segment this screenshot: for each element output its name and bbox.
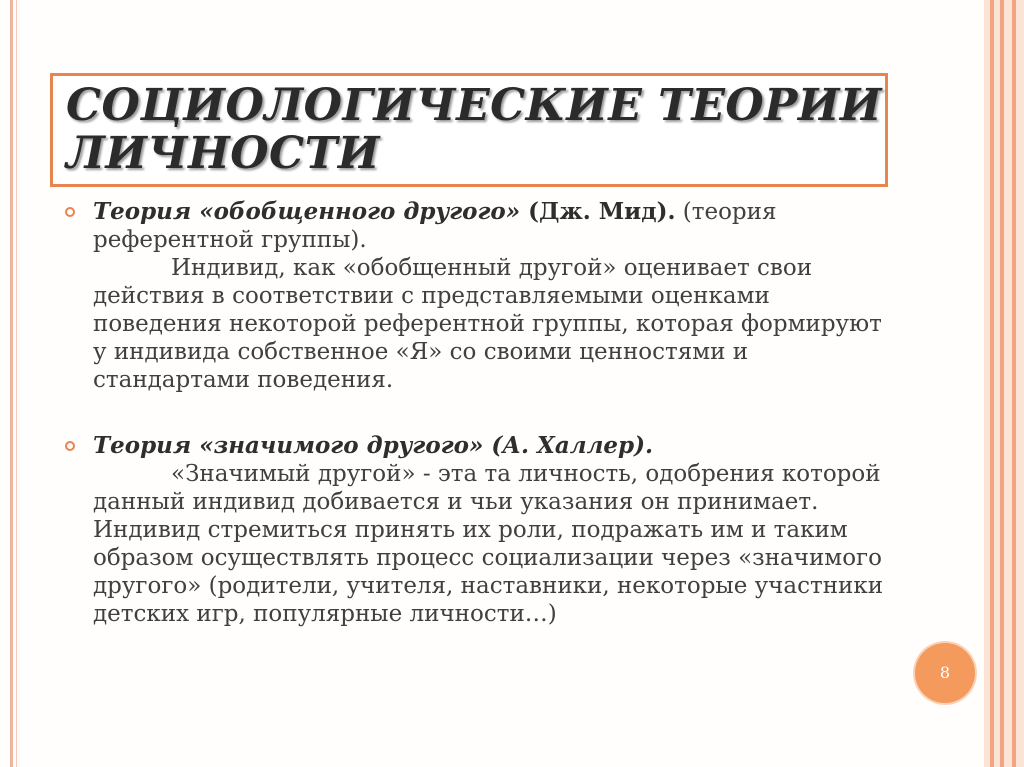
item-heading-author: (Дж. Мид). bbox=[520, 198, 676, 225]
item-heading-italic: Теория «обобщенного другого» bbox=[93, 198, 521, 225]
page-number-badge: 8 bbox=[915, 643, 975, 703]
title-line-2: ЛИЧНОСТИ bbox=[66, 128, 380, 179]
list-item bbox=[65, 198, 885, 394]
item-heading bbox=[93, 432, 885, 460]
item-body: Индивид, как «обобщенный другой» оценивает свои действия в соответствии с представляемыми оценками поведения некоторой референтной группы, которая формируют у индивида собственное «Я» со своими ценностями и стандартами поведения. bbox=[93, 255, 882, 393]
circle-bullet-icon bbox=[65, 207, 75, 217]
item-body: «Значимый другой» - эта та личность, одобрения которой данный индивид добивается и чьи указания он принимает. Индивид стремиться принять их роли, подражать им и таким образом осуществлять процесс социализации через «значимого другого» (родители, учителя, наставники, некоторые участники детских игр, популярные личности…) bbox=[93, 461, 884, 627]
slide-title bbox=[66, 82, 882, 178]
item-heading bbox=[93, 198, 885, 254]
title-line-1: СОЦИОЛОГИЧЕСКИЕ ТЕОРИИ bbox=[66, 80, 882, 131]
title-box bbox=[50, 73, 888, 187]
item-heading-italic: Теория «значимого другого» (А. Халлер). bbox=[93, 432, 654, 459]
list-item bbox=[65, 432, 885, 628]
item-heading-note: (теория референтной группы). bbox=[93, 199, 777, 253]
circle-bullet-icon bbox=[65, 441, 75, 451]
left-border-thin-line bbox=[16, 0, 17, 767]
item-spacer bbox=[65, 394, 885, 432]
right-decorative-stripes bbox=[984, 0, 1024, 767]
left-border-line bbox=[10, 0, 13, 767]
content-area bbox=[65, 198, 885, 628]
